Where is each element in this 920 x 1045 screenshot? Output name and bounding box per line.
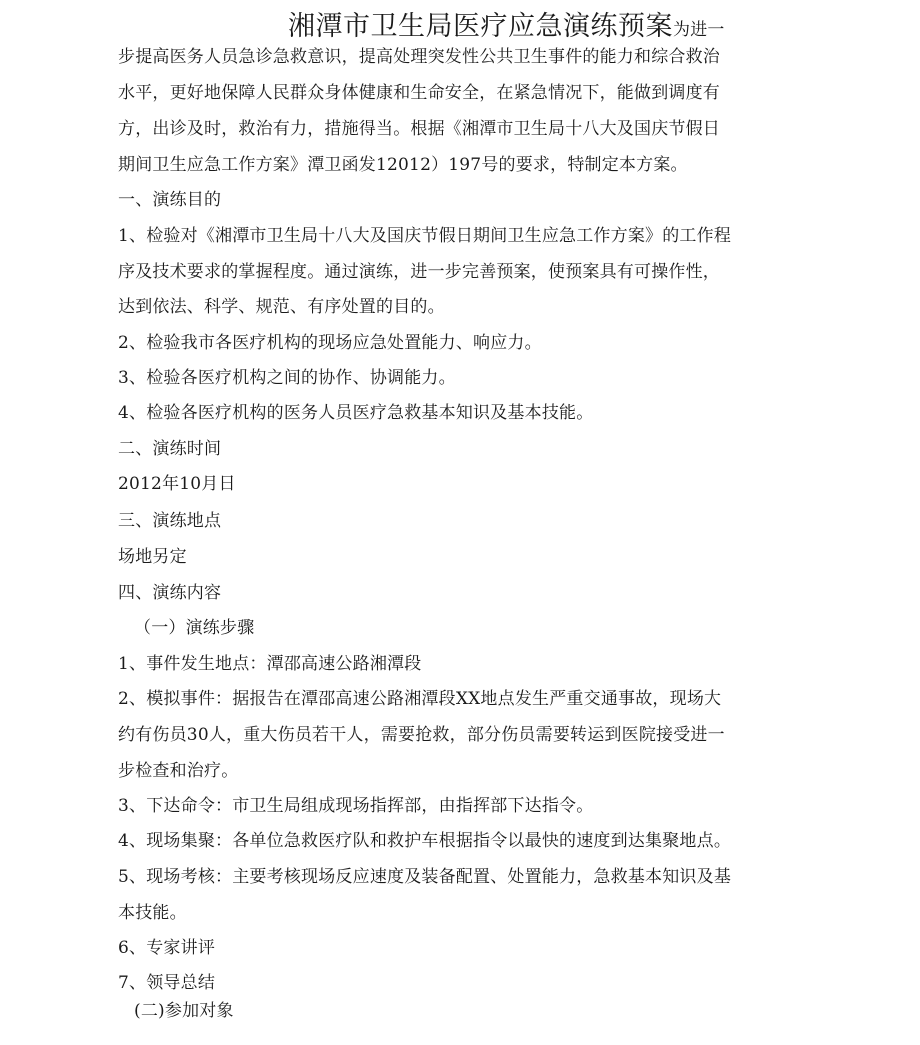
- subsection-heading: (二)参加对象: [134, 1001, 234, 1021]
- title-tail-text: 为进一: [673, 20, 725, 40]
- list-item: 6、专家讲评: [118, 938, 216, 958]
- section-heading: 一、演练目的: [118, 190, 222, 210]
- section-heading: 二、演练时间: [118, 439, 222, 459]
- paragraph-line: 2、模拟事件：据报告在潭邵高速公路湘潭段XX地点发生严重交通事故，现场大: [118, 689, 722, 709]
- subsection-heading: （一）演练步骤: [134, 618, 255, 638]
- list-item: 2、检验我市各医疗机构的现场应急处置能力、响应力。: [118, 333, 542, 353]
- section-value: 2012年10月日: [118, 474, 236, 494]
- section-heading: 四、演练内容: [118, 583, 222, 603]
- list-item: 3、下达命令：市卫生局组成现场指挥部，由指挥部下达指令。: [118, 796, 594, 816]
- list-item: 7、领导总结: [118, 973, 216, 993]
- paragraph-line: 约有伤员30人，重大伤员若干人，需要抢救，部分伤员需要转运到医院接受进一: [118, 725, 725, 745]
- paragraph-line: 5、现场考核：主要考核现场反应速度及装备配置、处置能力，急救基本知识及基: [118, 867, 732, 887]
- section-value: 场地另定: [118, 547, 187, 567]
- list-item: 4、现场集聚：各单位急救医疗队和救护车根据指令以最快的速度到达集聚地点。: [118, 831, 732, 851]
- paragraph-line: 步检查和治疗。: [118, 761, 239, 781]
- title-line: [288, 4, 848, 43]
- intro-line: 水平，更好地保障人民群众身体健康和生命安全，在紧急情况下，能做到调度有: [118, 83, 720, 103]
- paragraph-line: 本技能。: [118, 903, 187, 923]
- list-item: 1、事件发生地点：潭邵高速公路湘潭段: [118, 654, 422, 674]
- section-heading: 三、演练地点: [118, 511, 222, 531]
- intro-line: 步提高医务人员急诊急救意识，提高处理突发性公共卫生事件的能力和综合救治: [118, 47, 720, 67]
- document-title: 湘潭市卫生局医疗应急演练预案: [288, 11, 673, 42]
- paragraph-line: 序及技术要求的掌握程度。通过演练，进一步完善预案，使预案具有可操作性，: [118, 262, 720, 282]
- paragraph-line: 达到依法、科学、规范、有序处置的目的。: [118, 297, 445, 317]
- list-item: 4、检验各医疗机构的医务人员医疗急救基本知识及基本技能。: [118, 403, 594, 423]
- intro-line: 方，出诊及时，救治有力，措施得当。根据《湘潭市卫生局十八大及国庆节假日: [118, 119, 720, 139]
- paragraph-line: 1、检验对《湘潭市卫生局十八大及国庆节假日期间卫生应急工作方案》的工作程: [118, 226, 732, 246]
- list-item: 3、检验各医疗机构之间的协作、协调能力。: [118, 368, 456, 388]
- intro-line: 期间卫生应急工作方案》潭卫函发12012）197号的要求，特制定本方案。: [118, 155, 688, 175]
